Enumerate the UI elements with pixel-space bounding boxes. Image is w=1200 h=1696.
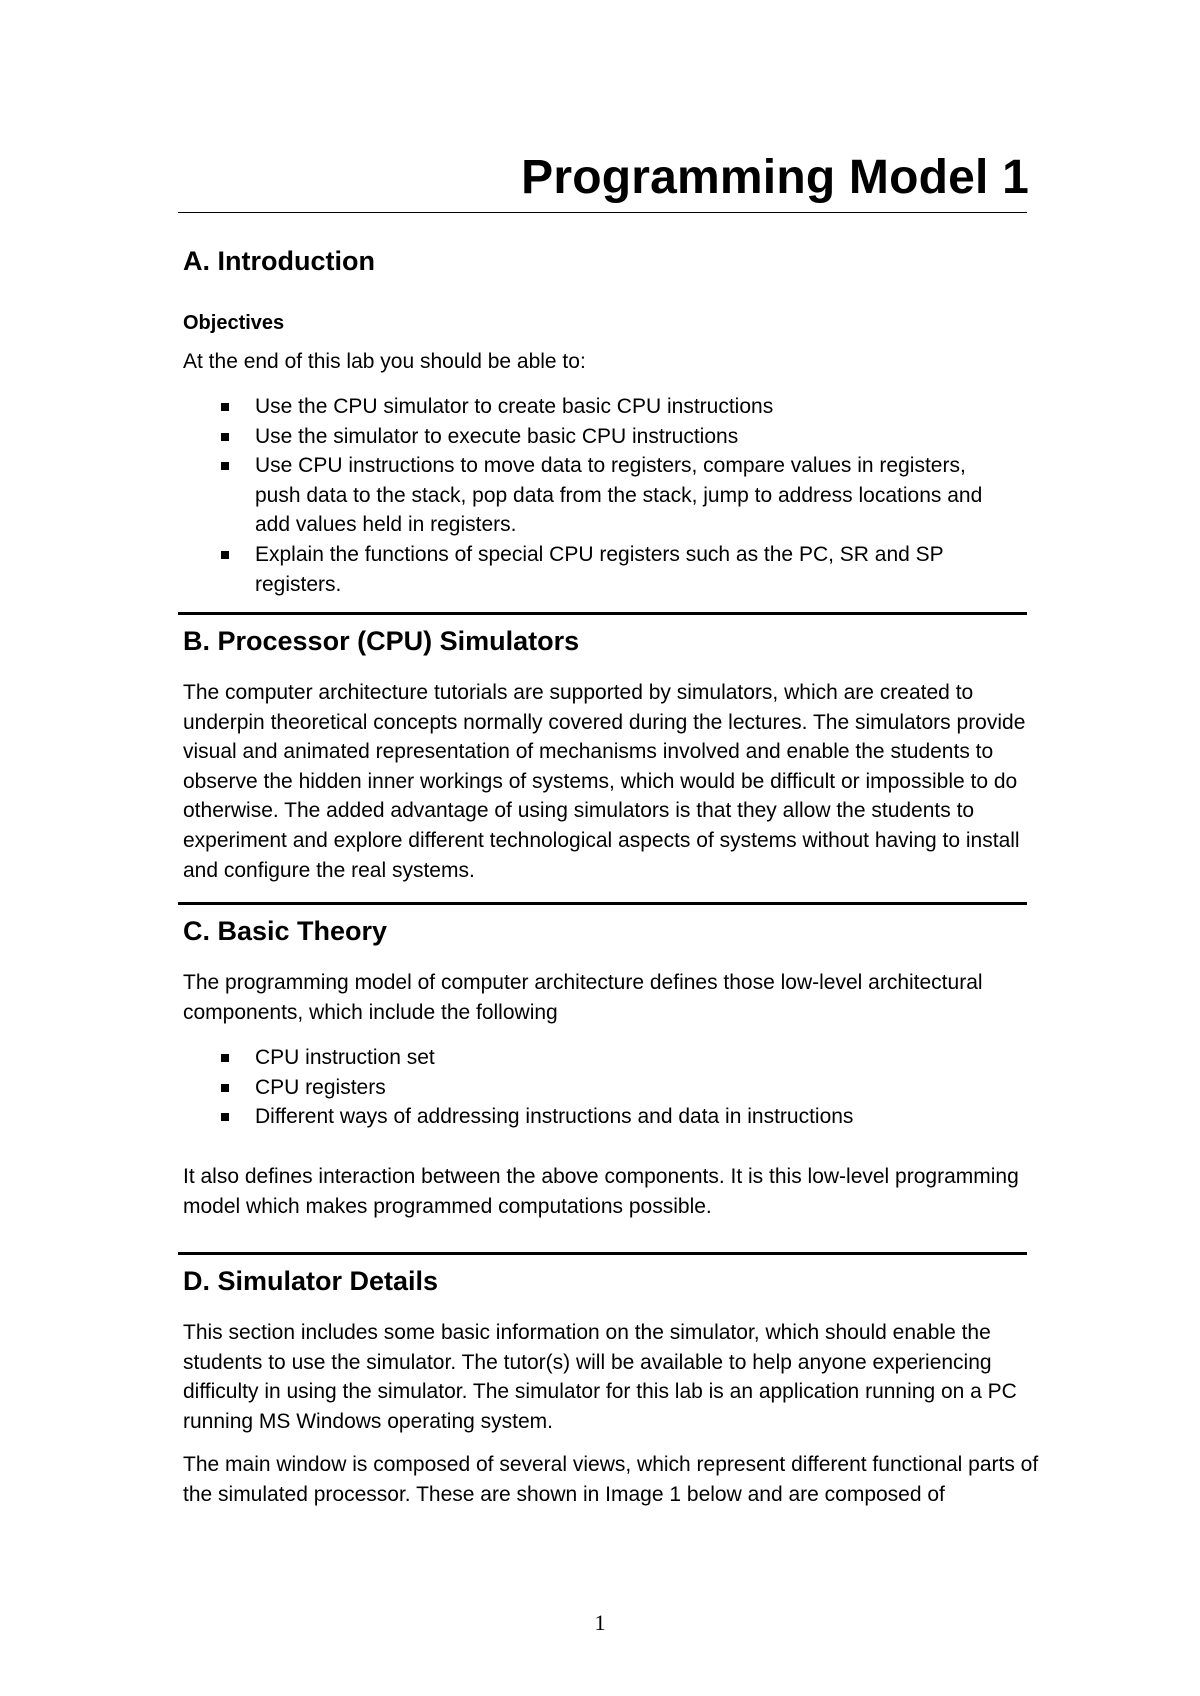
- list-item: [183, 451, 983, 540]
- list-item-text: Different ways of addressing instructions and data in instructions: [255, 1105, 854, 1129]
- bullet-icon: [221, 1113, 229, 1121]
- section-b-heading: B. Processor (CPU) Simulators: [183, 626, 580, 656]
- list-item-text: Explain the functions of special CPU registers such as the PC, SR and SP registers.: [255, 542, 944, 596]
- objectives-list: [183, 392, 983, 599]
- list-item-text: CPU registers: [255, 1075, 386, 1099]
- list-item-text: Use the simulator to execute basic CPU instructions: [255, 424, 739, 448]
- section-d-heading: D. Simulator Details: [183, 1266, 439, 1296]
- list-item: [183, 1102, 1043, 1132]
- section-d-paragraph-1: This section includes some basic information on the simulator, which should enable the students to use the simulator. The tutor(s) will be available to help anyone experiencing difficulty in using the simulator. The simulator for this lab is an application running on a PC running MS Windows operating system.: [183, 1321, 1017, 1433]
- section-divider: [178, 612, 1027, 615]
- list-item-text: Use the CPU simulator to create basic CPU instructions: [255, 395, 774, 418]
- components-list: [183, 1043, 1043, 1132]
- section-d-paragraph-2: The main window is composed of several views, which represent different functional parts of the simulated processor. These are shown in Image 1 below and are composed of: [183, 1453, 1039, 1506]
- title-divider: [178, 212, 1027, 213]
- section-divider: [178, 902, 1027, 905]
- objectives-intro: At the end of this lab you should be able to:: [183, 350, 586, 373]
- list-item: [183, 1073, 1043, 1103]
- list-item: [183, 422, 983, 452]
- page-number: 1: [594, 1610, 606, 1635]
- section-c-closing: It also defines interaction between the above components. It is this low-level programming model which makes programmed computations possible.: [183, 1165, 1019, 1218]
- list-item: [183, 392, 983, 422]
- bullet-icon: [221, 462, 229, 470]
- section-b-paragraph: The computer architecture tutorials are supported by simulators, which are created to underpin theoretical concepts normally covered during the lectures. The simulators provide visual and animated representation of mechanisms involved and enable the students to observe the hidden inner workings of systems, which would be difficult or impossible to do otherwise. The added advantage of using simulators is that they allow the students to experiment and explore different technological aspects of systems without having to install and configure the real systems.: [183, 681, 1026, 882]
- list-item: [183, 540, 983, 599]
- section-divider: [178, 1252, 1027, 1255]
- bullet-icon: [221, 433, 229, 441]
- section-c-heading: C. Basic Theory: [183, 916, 388, 946]
- list-item-text: CPU instruction set: [255, 1046, 435, 1069]
- list-item: [183, 1043, 1043, 1073]
- section-c-intro: The programming model of computer architecture defines those low-level architectural components, which include the following: [183, 971, 983, 1024]
- objectives-subheading: Objectives: [183, 312, 285, 334]
- section-a-heading: A. Introduction: [183, 246, 375, 276]
- bullet-icon: [221, 551, 229, 559]
- bullet-icon: [221, 1054, 229, 1062]
- bullet-icon: [221, 403, 229, 411]
- bullet-icon: [221, 1084, 229, 1092]
- document-title: Programming Model 1: [521, 151, 1029, 204]
- list-item-text: Use CPU instructions to move data to registers, compare values in registers, push data to the stack, pop data from the stack, jump to address locations and add values held in registers.: [255, 454, 983, 537]
